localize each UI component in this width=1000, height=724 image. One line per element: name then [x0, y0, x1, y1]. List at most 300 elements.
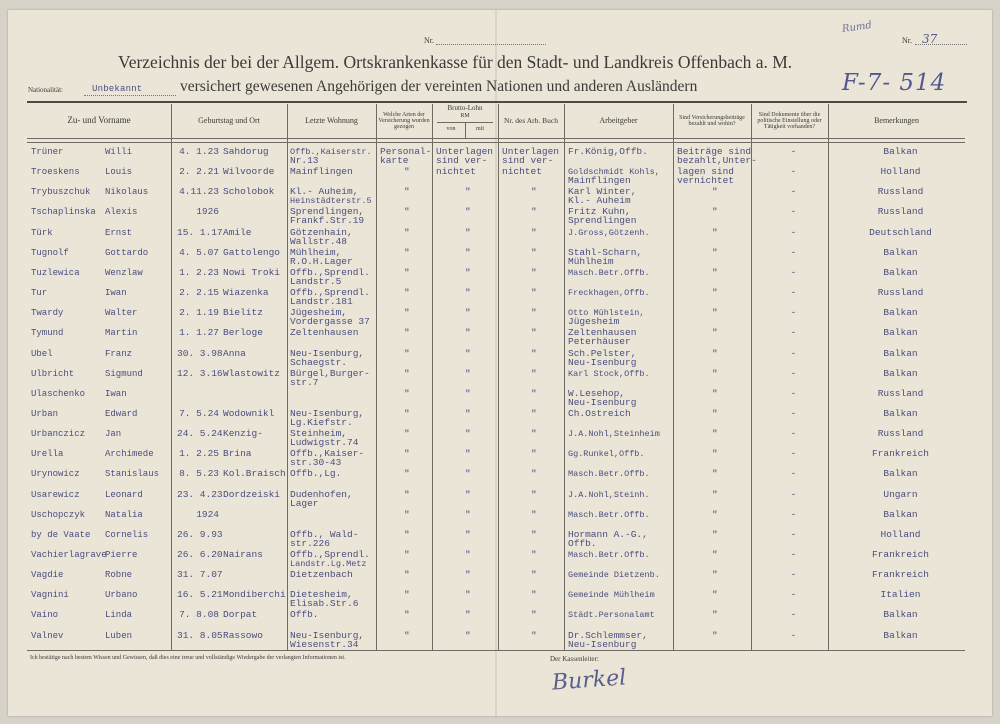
cell-first: Urbano	[105, 590, 138, 601]
cell-docs: -	[790, 166, 797, 178]
col-header-insurance: Welche Arten der Versicherung wurden gezogen	[378, 111, 430, 131]
cell-contrib: "	[712, 367, 718, 379]
cell-book: "	[531, 428, 537, 440]
cell-addr: Vordergasse 37	[290, 316, 370, 328]
cell-book: "	[531, 528, 537, 540]
cell-addr: Neu-Isenburg,	[290, 407, 365, 419]
cell-emp: Sch.Pelster,	[568, 347, 637, 359]
cell-book: "	[531, 488, 537, 500]
cell-remark: Balkan	[883, 347, 918, 359]
cell-gross: "	[465, 508, 471, 520]
header-bottom-rule-2	[27, 142, 965, 143]
cell-ins: "	[404, 327, 410, 339]
cell-addr: str.30-43	[290, 457, 342, 469]
cell-emp: Karl Winter,	[568, 186, 637, 198]
cell-book: sind ver-	[502, 155, 554, 166]
cell-docs: -	[790, 246, 797, 258]
cell-place: Mondiberchi	[223, 589, 286, 601]
cell-ins: "	[404, 569, 410, 581]
cell-addr: Offb.,Lg.	[290, 468, 342, 480]
cell-ins: "	[404, 589, 410, 601]
cell-emp: Kl.- Auheim	[568, 195, 631, 207]
cell-ins: "	[404, 226, 410, 238]
cell-remark: Balkan	[883, 307, 918, 319]
cell-emp: Sprendlingen	[568, 215, 637, 227]
cell-emp: Gemeinde Dietzenb.	[568, 570, 660, 581]
cell-emp: Hormann A.-G.,	[568, 528, 648, 540]
cell-emp: Offb.	[568, 537, 597, 549]
col-header-gross-to: mit	[475, 126, 484, 132]
corner-note: Rumd	[841, 19, 873, 36]
cell-addr: Offb., Wald-	[290, 528, 359, 540]
cell-gross: "	[465, 488, 471, 500]
cell-remark: Balkan	[883, 266, 918, 278]
cell-addr: Steinheim,	[290, 428, 348, 440]
cell-ins: "	[404, 387, 410, 399]
table-row	[27, 389, 965, 409]
cell-first: Linda	[105, 610, 133, 621]
cell-gross: "	[465, 307, 471, 319]
cell-book: "	[531, 367, 537, 379]
cell-ins: "	[404, 347, 410, 359]
cell-remark: Balkan	[883, 246, 918, 258]
cell-emp: Neu-Isenburg	[568, 396, 637, 408]
cell-date: 1926	[196, 206, 219, 218]
cell-remark: Holland	[880, 528, 921, 540]
cell-remark: Frankreich	[871, 448, 929, 460]
cell-ins: "	[404, 246, 410, 258]
cell-surname: Ulaschenko	[31, 388, 86, 399]
table-row	[27, 631, 965, 651]
cell-place: Scholobok	[223, 186, 275, 198]
cell-book: "	[531, 629, 537, 641]
cell-date: 16. 5.21	[177, 589, 223, 601]
cell-addr: Lager	[290, 497, 319, 509]
cell-ins: karte	[380, 155, 409, 166]
cell-docs: -	[790, 146, 797, 157]
cell-addr: Jügesheim,	[290, 307, 348, 319]
cell-surname: Urella	[31, 449, 64, 460]
table-row	[27, 228, 965, 248]
cell-gross: "	[465, 327, 471, 339]
cell-remark: Ungarn	[883, 488, 918, 500]
cell-contrib: "	[712, 609, 718, 621]
cell-place: Wlastowitz	[223, 367, 281, 379]
cell-docs: -	[790, 528, 797, 540]
cell-gross: "	[465, 629, 471, 641]
number-line-2	[915, 44, 967, 45]
cell-emp: J.Gross,Götzenh.	[568, 227, 650, 238]
cell-emp: Fritz Kuhn,	[568, 206, 631, 218]
cell-addr: Mainflingen	[290, 166, 353, 178]
cell-gross: "	[465, 448, 471, 460]
cell-place: Nowi Troki	[223, 266, 281, 278]
cell-addr: Ludwigstr.74	[290, 437, 359, 449]
cell-docs: -	[790, 629, 797, 641]
cell-emp: Masch.Betr.Offb.	[568, 550, 650, 560]
cell-contrib: "	[712, 186, 718, 198]
cell-emp: Masch.Betr.Offb.	[568, 469, 650, 480]
cell-docs: -	[790, 609, 797, 621]
cell-first: Jan	[105, 429, 122, 440]
cell-emp: Otto Mühlstein,	[568, 308, 645, 319]
cell-gross: "	[465, 347, 471, 359]
document-subtitle: versichert gewesenen Angehörigen der vereinten Nationen und anderen Ausländern	[180, 78, 698, 95]
cell-book: Unterlagen	[502, 146, 560, 157]
cell-first: Nikolaus	[105, 187, 149, 198]
cell-docs: -	[790, 327, 797, 339]
cell-ins: "	[404, 508, 410, 520]
cell-docs: -	[790, 206, 797, 218]
cell-addr: Offb.,Kaiser-	[290, 448, 365, 460]
cell-contrib: "	[712, 266, 718, 278]
cell-gross: "	[465, 407, 471, 419]
col-header-birth: Geburtstag und Ort	[198, 115, 260, 125]
cell-addr: Neu-Isenburg,	[290, 347, 365, 359]
cell-emp: Gg.Runkel,Offb.	[568, 449, 645, 460]
cell-contrib: "	[712, 407, 718, 419]
cell-place: Dorpat	[223, 609, 258, 621]
cell-first: Natalia	[105, 509, 143, 520]
nationality-line	[84, 95, 176, 96]
cell-date: 8. 5.23	[179, 468, 219, 480]
cell-book: "	[531, 347, 537, 359]
cell-remark: Russland	[877, 287, 924, 299]
cell-contrib: Beiträge sind	[677, 146, 752, 157]
cell-book: "	[531, 468, 537, 480]
cell-addr: Mühlheim,	[290, 246, 342, 258]
cell-surname: Tugnolf	[31, 247, 69, 258]
cell-addr: Götzenhain,	[290, 226, 353, 238]
cell-contrib: "	[712, 448, 718, 460]
cell-gross: "	[465, 528, 471, 540]
cell-place: Wilvoorde	[223, 166, 275, 178]
cell-docs: -	[790, 407, 797, 419]
cell-gross: "	[465, 589, 471, 601]
cell-surname: Urban	[31, 408, 59, 419]
cell-place: Sahdorug	[223, 146, 269, 157]
cell-remark: Italien	[880, 589, 921, 601]
cell-place: Rassowo	[223, 629, 263, 641]
cell-book: "	[531, 609, 537, 621]
cell-emp: Mainflingen	[568, 175, 631, 187]
cell-remark: Frankreich	[871, 569, 929, 581]
cell-docs: -	[790, 569, 797, 581]
col-header-name: Zu- und Vorname	[67, 115, 131, 126]
table-row	[27, 510, 965, 530]
cell-place: Brina	[223, 448, 252, 460]
cell-surname: Türk	[31, 227, 53, 238]
cell-emp: Städt.Personalamt	[568, 610, 655, 621]
cell-addr: Frankf.Str.19	[290, 215, 365, 227]
cell-surname: Urbanczicz	[31, 429, 86, 440]
cell-place: Dordzeiski	[223, 488, 281, 500]
cell-docs: -	[790, 367, 797, 379]
cell-gross: "	[465, 226, 471, 238]
cell-surname: Vagdie	[31, 570, 64, 581]
table-row	[27, 369, 965, 389]
table-row	[27, 308, 965, 328]
cell-book: "	[531, 407, 537, 419]
cell-addr: Heinstädterstr.5	[290, 196, 372, 207]
cell-surname: Vagnini	[31, 590, 69, 601]
cell-docs: -	[790, 347, 797, 359]
cell-emp: Peterhäuser	[568, 336, 631, 348]
cell-contrib: "	[712, 549, 718, 560]
cell-emp: Fr.König,Offb.	[568, 146, 648, 157]
cell-date: 30. 3.98	[177, 347, 223, 359]
cell-docs: -	[790, 266, 797, 278]
cell-emp: W.Lesehop,	[568, 387, 626, 399]
cell-ins: "	[404, 206, 410, 218]
col-header-contrib: Sind Versicherungsbeiträge bezahlt und wohin?	[679, 114, 745, 127]
cell-emp: Zeltenhausen	[568, 327, 637, 339]
cell-ins: "	[404, 367, 410, 379]
cell-first: Iwan	[105, 288, 127, 299]
cell-addr: Neu-Isenburg,	[290, 629, 365, 641]
cell-date: 1. 1.27	[179, 327, 219, 339]
cell-date: 4. 5.07	[179, 246, 219, 258]
cell-place: Nairans	[223, 549, 263, 560]
table-row	[27, 248, 965, 268]
cell-contrib: "	[712, 287, 718, 299]
cell-remark: Balkan	[883, 508, 918, 520]
table-row	[27, 469, 965, 489]
col-header-address: Letzte Wohnung	[305, 115, 358, 125]
cell-addr: Sprendlingen,	[290, 206, 365, 218]
cell-ins: "	[404, 407, 410, 419]
cell-emp: Dr.Schlemmser,	[568, 629, 648, 641]
cell-surname: Vachierlagrave	[31, 550, 107, 560]
table-row	[27, 590, 965, 610]
cell-emp: Karl Stock,Offb.	[568, 368, 650, 379]
table-row	[27, 288, 965, 308]
cell-remark: Balkan	[883, 327, 918, 339]
cell-surname: Ubel	[31, 348, 53, 359]
table-row	[27, 167, 965, 187]
cell-book: "	[531, 186, 537, 198]
manager-label: Der Kassenleiter:	[550, 655, 599, 663]
table-row	[27, 268, 965, 288]
cell-remark: Balkan	[883, 629, 918, 641]
cell-date: 1. 2.23	[179, 266, 219, 278]
cell-date: 7. 5.24	[179, 407, 219, 419]
cell-date: 4. 1.23	[179, 146, 219, 157]
cell-surname: Tymund	[31, 328, 64, 339]
cell-emp: Neu-Isenburg	[568, 638, 637, 650]
cell-contrib: vernichtet	[677, 175, 735, 187]
cell-first: Leonard	[105, 489, 143, 500]
cell-docs: -	[790, 287, 797, 299]
cell-contrib: "	[712, 327, 718, 339]
cell-place: Berloge	[223, 327, 263, 339]
cell-surname: by de Vaate	[31, 529, 91, 540]
cell-addr: Dietesheim,	[290, 589, 353, 601]
cell-book: "	[531, 569, 537, 581]
cell-addr: Lg.Kiefstr.	[290, 416, 353, 428]
col-header-remarks: Bemerkungen	[874, 115, 919, 125]
document-title: Verzeichnis der bei der Allgem. Ortskrankenkasse für den Stadt- und Landkreis Offenbach a. M.	[118, 52, 793, 72]
cell-date: 1924	[196, 508, 219, 520]
cell-date: 31. 8.05	[177, 629, 223, 641]
cell-first: Alexis	[105, 207, 138, 218]
cell-addr: str.7	[290, 376, 319, 388]
cell-addr: Landstr.Lg.Metz	[290, 559, 367, 569]
cell-addr: Bürgel,Burger-	[290, 367, 370, 379]
cell-gross: "	[465, 609, 471, 621]
cell-ins: "	[404, 166, 410, 178]
cell-docs: -	[790, 186, 797, 198]
cell-book: "	[531, 246, 537, 258]
cell-addr: Offb.,Sprendl.	[290, 549, 370, 560]
cell-first: Louis	[105, 167, 133, 178]
cell-first: Robne	[105, 570, 133, 581]
cell-docs: -	[790, 448, 797, 460]
number-label: Nr.	[424, 36, 434, 45]
cell-emp: Freckhagen,Offb.	[568, 288, 650, 299]
cell-gross: sind ver-	[436, 155, 488, 166]
cell-docs: -	[790, 307, 797, 319]
cell-place: Wodownikl	[223, 407, 275, 419]
cell-ins: Personal-	[380, 146, 432, 157]
cell-contrib: "	[712, 246, 718, 258]
number-value: 37	[922, 32, 938, 46]
cell-surname: Trüner	[31, 147, 64, 157]
table-row	[27, 449, 965, 469]
table-row	[27, 530, 965, 550]
cell-addr: Nr.13	[290, 155, 319, 166]
cell-contrib: "	[712, 508, 718, 520]
col-header-gross-rm: RM	[460, 113, 470, 119]
cell-addr: Elisab.Str.6	[290, 598, 359, 610]
cell-ins: "	[404, 186, 410, 198]
table-top-rule	[27, 101, 967, 103]
cell-place: Wiazenka	[223, 287, 269, 299]
cell-first: Martin	[105, 328, 138, 339]
cell-contrib: "	[712, 629, 718, 641]
cell-contrib: "	[712, 589, 718, 601]
cell-ins: "	[404, 287, 410, 299]
header-bottom-rule	[27, 138, 965, 139]
cell-surname: Twardy	[31, 308, 64, 319]
cell-emp: Gemeinde Mühlheim	[568, 590, 655, 601]
cell-place: Kenzig-	[223, 428, 263, 440]
cell-surname: Tschaplinska	[31, 207, 96, 218]
cell-book: "	[531, 307, 537, 319]
cell-remark: Balkan	[883, 146, 918, 157]
table-row	[27, 187, 965, 207]
cell-docs: -	[790, 226, 797, 238]
cell-date: 26. 6.20	[177, 549, 223, 560]
cell-addr: Offb.	[290, 609, 319, 621]
cell-gross: "	[465, 266, 471, 278]
number-label-2: Nr.	[902, 36, 912, 45]
cell-contrib: "	[712, 387, 718, 399]
cell-first: Edward	[105, 408, 138, 419]
cell-gross: "	[465, 549, 471, 560]
cell-book: "	[531, 206, 537, 218]
cell-ins: "	[404, 266, 410, 278]
cell-gross: "	[465, 428, 471, 440]
cell-contrib: "	[712, 488, 718, 500]
cell-docs: -	[790, 468, 797, 480]
cell-date: 31. 7.07	[177, 569, 223, 581]
cell-gross: Unterlagen	[436, 146, 494, 157]
cell-contrib: "	[712, 528, 718, 540]
cell-ins: "	[404, 528, 410, 540]
certification-text: Ich bestätige nach bestem Wissen und Gewissen, daß dies eine treue und vollständige Wiedergabe der verlangten Informationen ist.	[30, 655, 346, 661]
cell-book: "	[531, 226, 537, 238]
table-row	[27, 570, 965, 590]
cell-addr: Wallstr.48	[290, 235, 348, 247]
cell-addr: Landstr.5	[290, 275, 342, 287]
cell-emp: Mühlheim	[568, 255, 614, 267]
cell-gross: "	[465, 569, 471, 581]
cell-book: "	[531, 448, 537, 460]
cell-addr: Dietzenbach	[290, 569, 353, 581]
cell-contrib: "	[712, 428, 718, 440]
cell-first: Wenzlaw	[105, 267, 143, 278]
cell-docs: -	[790, 508, 797, 520]
cell-first: Iwan	[105, 388, 127, 399]
col-header-gross: Brutto-Lohn	[447, 104, 483, 112]
table-row	[27, 490, 965, 510]
cell-addr: R.O.H.Lager	[290, 255, 353, 267]
col-header-employer: Arbeitgeber	[599, 115, 638, 125]
cell-emp: J.A.Nohl,Steinh.	[568, 489, 650, 500]
cell-first: Stanislaus	[105, 469, 160, 480]
cell-contrib: "	[712, 569, 718, 581]
nationality-label: Nationalität:	[28, 86, 63, 94]
cell-date: 7. 8.08	[179, 609, 219, 621]
cell-addr: Zeltenhausen	[290, 327, 359, 339]
cell-date: 15. 1.17	[177, 226, 223, 238]
cell-addr: Offb.,Kaiserstr.	[290, 147, 372, 157]
cell-remark: Holland	[880, 166, 921, 178]
cell-emp: Stahl-Scharn,	[568, 246, 643, 258]
cell-contrib: "	[712, 226, 718, 238]
cell-addr: str.226	[290, 537, 330, 549]
cell-first: Ernst	[105, 227, 133, 238]
cell-remark: Balkan	[883, 468, 918, 480]
cell-ins: "	[404, 629, 410, 641]
cell-contrib: "	[712, 206, 718, 218]
cell-first: Luben	[105, 630, 133, 641]
cell-surname: Troeskens	[31, 167, 80, 178]
cell-surname: Usarewicz	[31, 489, 80, 500]
cell-date: 23. 4.23	[177, 488, 223, 500]
cell-place: Amile	[223, 226, 252, 238]
cell-first: Sigmund	[105, 368, 143, 379]
cell-emp: Goldschmidt Kohls,	[568, 167, 660, 178]
table-row	[27, 610, 965, 630]
cell-emp: Ch.Ostreich	[568, 407, 631, 419]
col-header-documents: Sind Dokumente über die politische Einstellung oder Tätigkeit vorhanden?	[757, 111, 822, 131]
cell-gross: "	[465, 246, 471, 258]
cell-place: Anna	[223, 347, 246, 359]
cell-date: 26. 9.93	[177, 528, 223, 540]
cell-ins: "	[404, 468, 410, 480]
cell-addr: Kl.- Auheim,	[290, 186, 359, 198]
cell-date: 1. 2.25	[179, 448, 219, 460]
cell-ins: "	[404, 307, 410, 319]
col-header-workbook: Nr. des Arb. Buch	[504, 116, 558, 126]
cell-surname: Tur	[31, 288, 48, 299]
cell-remark: Russland	[877, 186, 924, 198]
cell-surname: Valnev	[31, 630, 64, 641]
cell-docs: -	[790, 488, 797, 500]
cell-emp: Jügesheim	[568, 316, 620, 328]
